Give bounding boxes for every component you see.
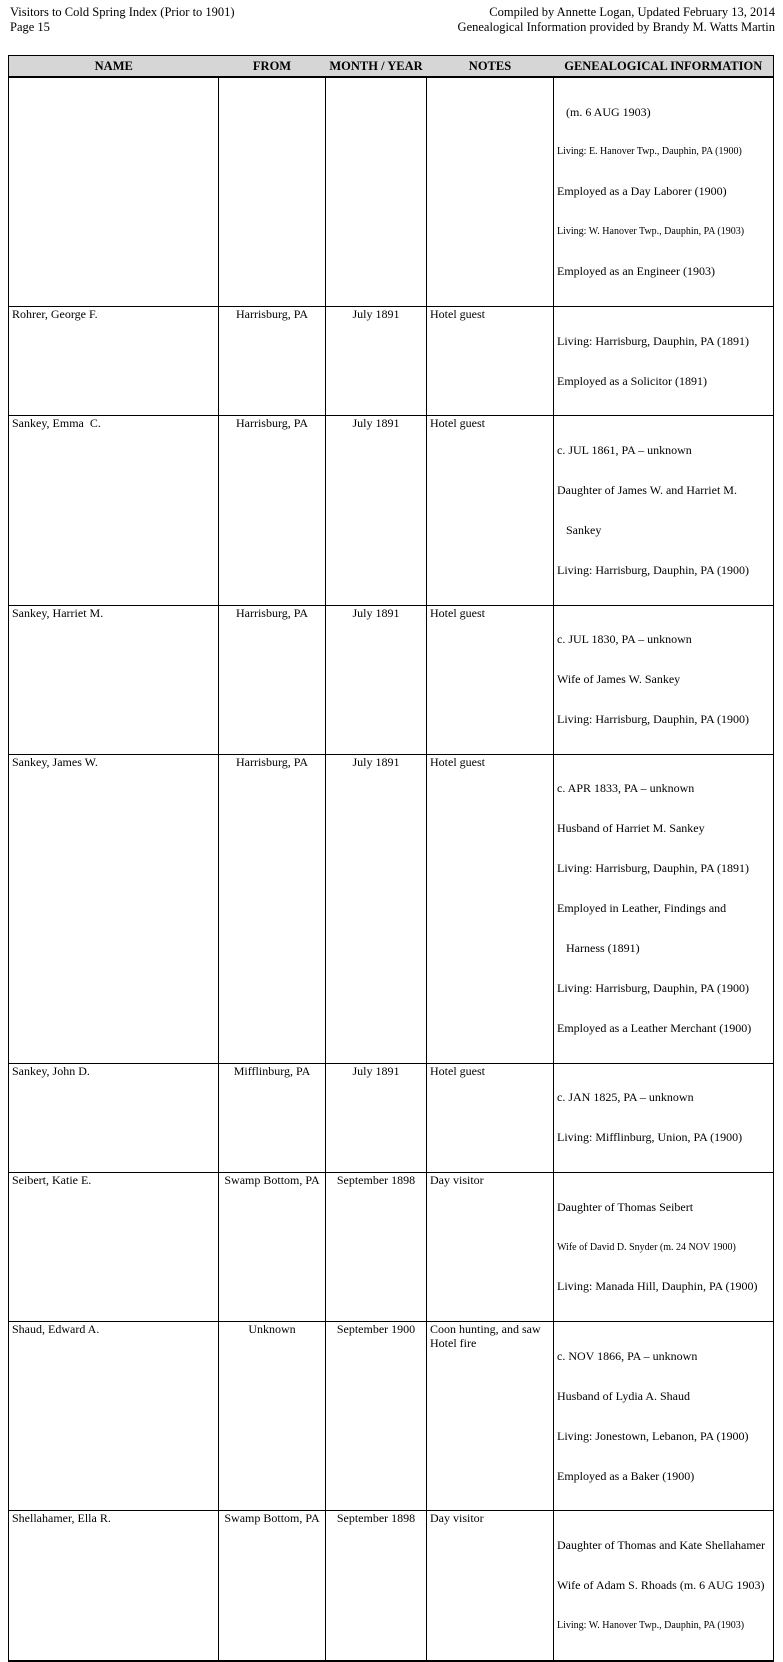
genealogy-line: Living: Harrisburg, Dauphin, PA (1900) — [557, 711, 749, 726]
cell-name: Rohrer, George F. — [9, 307, 219, 416]
genealogy-line: Living: Harrisburg, Dauphin, PA (1900) — [557, 980, 749, 995]
genealogy-line: Living: Mifflinburg, Union, PA (1900) — [557, 1130, 743, 1145]
cell-notes: Day visitor — [427, 1173, 554, 1322]
cell-notes: Hotel guest — [427, 307, 554, 416]
table-row — [9, 1511, 774, 1661]
genealogy-line: c. JAN 1825, PA – unknown — [557, 1090, 694, 1105]
cell-genealogy — [554, 77, 774, 307]
cell-from: Mifflinburg, PA — [219, 1063, 326, 1172]
genealogy-line: c. APR 1833, PA – unknown — [557, 781, 695, 796]
genealogy-line: Living: W. Hanover Twp., Dauphin, PA (1903) — [557, 226, 745, 238]
column-header-name: NAME — [9, 56, 219, 78]
cell-genealogy — [554, 1322, 774, 1511]
cell-notes: Day visitor — [427, 1511, 554, 1661]
genealogy-line: Living: W. Hanover Twp., Dauphin, PA (1903) — [557, 1619, 745, 1631]
visitors-table — [8, 55, 774, 1662]
table-row — [9, 416, 774, 605]
provided-by-credit: Genealogical Information provided by Brandy M. Watts Martin — [457, 19, 775, 34]
cell-name: Sankey, James W. — [9, 754, 219, 1063]
column-header-notes: NOTES — [427, 56, 554, 78]
cell-from: Harrisburg, PA — [219, 754, 326, 1063]
genealogy-line: Harness (1891) — [557, 941, 640, 955]
cell-month-year: September 1898 — [326, 1173, 427, 1322]
cell-month-year — [326, 77, 427, 307]
compiled-by-credit: Compiled by Annette Logan, Updated February 13, 2014 — [489, 5, 775, 19]
genealogy-line: Living: E. Hanover Twp., Dauphin, PA (1900) — [557, 146, 742, 158]
genealogy-line: c. JUL 1861, PA – unknown — [557, 443, 692, 458]
genealogy-line: (m. 6 AUG 1903) — [557, 104, 651, 119]
cell-name — [9, 77, 219, 307]
column-header-from: FROM — [219, 56, 326, 78]
cell-name: Sankey, Harriet M. — [9, 605, 219, 754]
page-title: Visitors to Cold Spring Index (Prior to 1901) — [10, 5, 235, 19]
cell-from: Swamp Bottom, PA — [219, 1173, 326, 1322]
genealogy-line: Sankey — [557, 522, 602, 537]
cell-from: Harrisburg, PA — [219, 307, 326, 416]
genealogy-line: c. NOV 1866, PA – unknown — [557, 1348, 698, 1363]
genealogy-line: Employed in Leather, Findings and — [557, 901, 727, 916]
cell-month-year: September 1898 — [326, 1511, 427, 1661]
genealogy-line: c. JUL 1830, PA – unknown — [557, 632, 692, 647]
cell-month-year: July 1891 — [326, 605, 427, 754]
cell-from: Harrisburg, PA — [219, 605, 326, 754]
cell-notes: Hotel guest — [427, 1063, 554, 1172]
genealogy-line: Daughter of James W. and Harriet M. — [557, 482, 737, 497]
page-number: Page 15 — [10, 19, 50, 34]
table-row — [9, 1173, 774, 1322]
cell-month-year: September 1900 — [326, 1322, 427, 1511]
genealogy-line: Living: Jonestown, Lebanon, PA (1900) — [557, 1428, 749, 1443]
genealogy-line: Husband of Lydia A. Shaud — [557, 1388, 690, 1403]
page-header — [10, 5, 775, 34]
cell-name: Sankey, Emma C. — [9, 416, 219, 605]
genealogy-line: Daughter of Thomas Seibert — [557, 1199, 694, 1214]
cell-notes: Hotel guest — [427, 416, 554, 605]
cell-genealogy — [554, 1063, 774, 1172]
cell-genealogy — [554, 754, 774, 1063]
cell-genealogy — [554, 416, 774, 605]
cell-notes — [427, 77, 554, 307]
genealogy-line: Living: Harrisburg, Dauphin, PA (1900) — [557, 562, 749, 577]
cell-from: Swamp Bottom, PA — [219, 1511, 326, 1661]
cell-genealogy — [554, 307, 774, 416]
genealogy-line: Wife of David D. Snyder (m. 24 NOV 1900) — [557, 1241, 736, 1253]
table-row — [9, 1322, 774, 1511]
genealogy-line: Employed as a Baker (1900) — [557, 1468, 695, 1483]
genealogy-line: Daughter of Thomas and Kate Shellahamer — [557, 1538, 766, 1553]
table-row — [9, 307, 774, 416]
cell-genealogy — [554, 1511, 774, 1661]
genealogy-line: Living: Harrisburg, Dauphin, PA (1891) — [557, 861, 749, 876]
genealogy-line: Husband of Harriet M. Sankey — [557, 821, 705, 836]
genealogy-line: Employed as a Solicitor (1891) — [557, 373, 707, 388]
table-row — [9, 1063, 774, 1172]
cell-from: Harrisburg, PA — [219, 416, 326, 605]
cell-month-year: July 1891 — [326, 1063, 427, 1172]
genealogy-line: Wife of James W. Sankey — [557, 672, 681, 687]
column-header-month-year: MONTH / YEAR — [326, 56, 427, 78]
genealogy-line: Living: Manada Hill, Dauphin, PA (1900) — [557, 1279, 758, 1294]
cell-from — [219, 77, 326, 307]
table-row — [9, 77, 774, 307]
cell-notes: Hotel guest — [427, 605, 554, 754]
cell-month-year: July 1891 — [326, 754, 427, 1063]
table-row — [9, 754, 774, 1063]
cell-name: Shaud, Edward A. — [9, 1322, 219, 1511]
genealogy-line: Employed as an Engineer (1903) — [557, 264, 715, 279]
column-header-genealogical-information: GENEALOGICAL INFORMATION — [554, 56, 774, 78]
cell-notes: Hotel guest — [427, 754, 554, 1063]
cell-name: Seibert, Katie E. — [9, 1173, 219, 1322]
cell-month-year: July 1891 — [326, 416, 427, 605]
cell-genealogy — [554, 605, 774, 754]
genealogy-line: Wife of Adam S. Rhoads (m. 6 AUG 1903) — [557, 1577, 765, 1592]
genealogy-line: Employed as a Leather Merchant (1900) — [557, 1020, 752, 1035]
cell-name: Sankey, John D. — [9, 1063, 219, 1172]
cell-month-year: July 1891 — [326, 307, 427, 416]
genealogy-line: Living: Harrisburg, Dauphin, PA (1891) — [557, 333, 749, 348]
table-row — [9, 605, 774, 754]
cell-notes: Coon hunting, and saw Hotel fire — [427, 1322, 554, 1511]
page-header-left — [10, 5, 235, 34]
genealogy-line: Employed as a Day Laborer (1900) — [557, 184, 727, 199]
table-header-row — [9, 56, 774, 78]
cell-name: Shellahamer, Ella R. — [9, 1511, 219, 1661]
page-header-right — [458, 5, 775, 34]
cell-from: Unknown — [219, 1322, 326, 1511]
cell-genealogy — [554, 1173, 774, 1322]
